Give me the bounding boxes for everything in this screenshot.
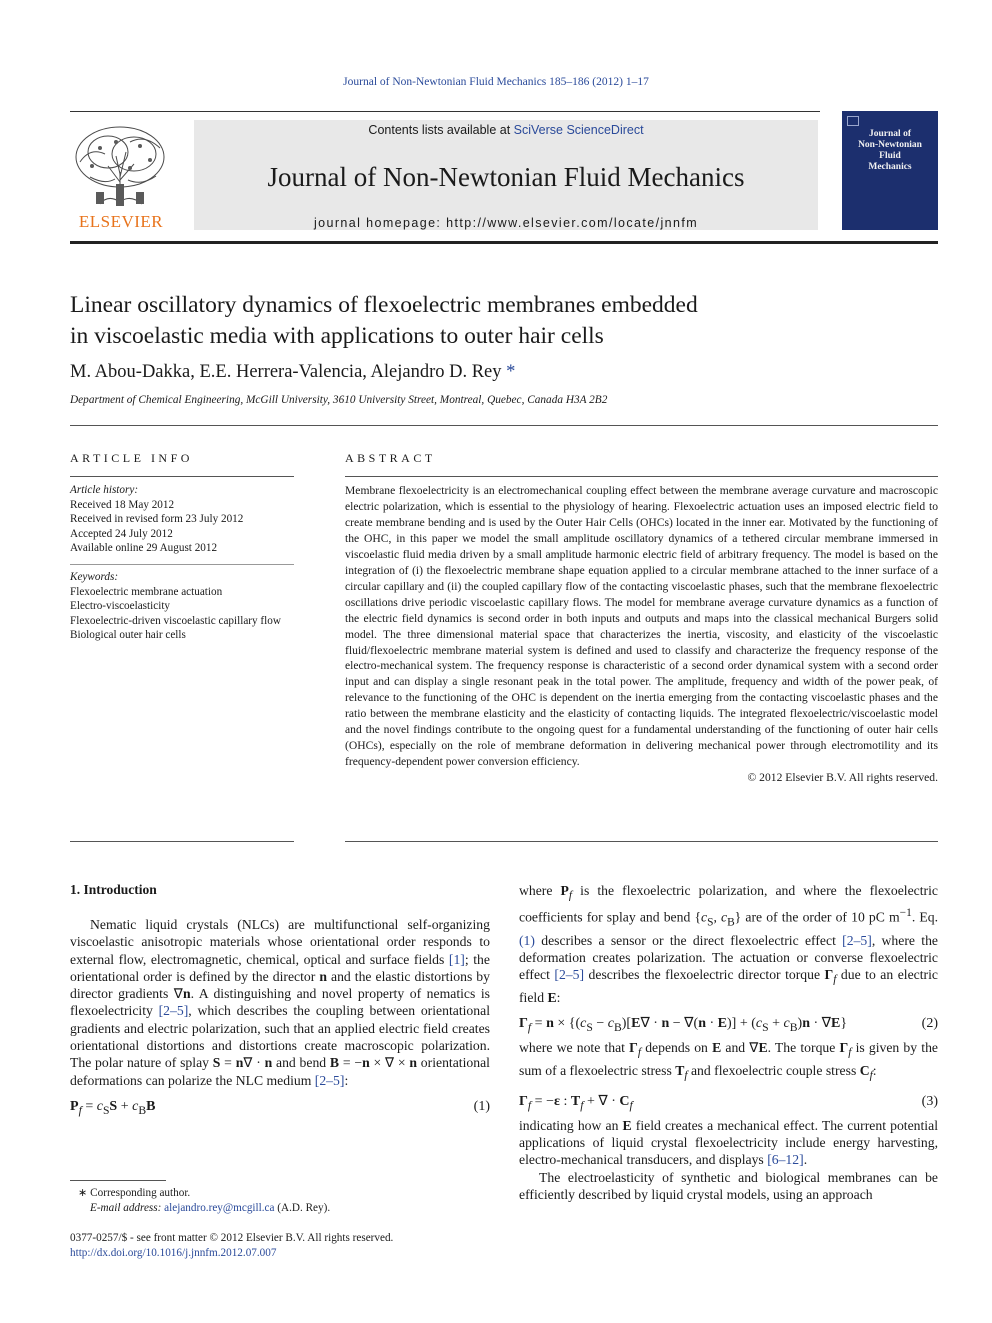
article-info-heading: ARTICLE INFO <box>70 451 193 465</box>
history-item: Available online 29 August 2012 <box>70 542 218 555</box>
journal-citation[interactable]: Journal of Non-Newtonian Fluid Mechanics 185–186 (2012) 1–17 <box>343 76 649 88</box>
article-info <box>70 483 294 643</box>
header-rule <box>70 241 938 244</box>
banner-gray-box <box>194 120 818 230</box>
intro-paragraph: where $P_f$ is the flexoelectric polarization, and where the flexoelectric coefficients for splay and bend {$c_S$, $c_B$} are of the order of 10 pC $m^{-1}$. Eq. (1) describes a sensor or the direct flexoelectric effect [2–5], where the deformation creates polarization. The actuation or converse flexoelectric effect [2–5] describes the flexoelectric director torque $\Gamma_f$ due to an electric field E: <box>519 883 938 1006</box>
ref-link[interactable]: [2–5] <box>554 967 585 983</box>
elsevier-wordmark: ELSEVIER <box>78 212 164 231</box>
keyword-item: Flexoelectric membrane actuation <box>70 585 223 598</box>
email-footnote: E-mail address: alejandro.rey@mcgill.ca (A.D. Rey). <box>90 1201 331 1214</box>
author-list: M. Abou-Dakka, E.E. Herrera-Valencia, Alejandro D. Rey * <box>70 362 516 382</box>
ref-link[interactable]: [1] <box>448 951 465 967</box>
history-item: Received in revised form 23 July 2012 <box>70 513 244 526</box>
article-title: Linear oscillatory dynamics of flexoelectric membranes embedded in viscoelastic media with applications to outer hair cells <box>70 292 698 349</box>
keyword-item: Flexoelectric-driven viscoelastic capillary flow <box>70 614 281 627</box>
ref-link[interactable]: [2–5] <box>842 932 872 948</box>
abstract-text: Membrane flexoelectricity is an electromechanical coupling effect between the membrane average curvature and macroscopic electric polarization, which is essential to the physiology of hearing. Flexoelectric actuation uses an imposed electric field to create membrane bending and is used by the Outer Hair Cells (OHCs) located in the inner ear. Motivated by the functioning of the OHC, in this paper we model the small amplitude oscillatory dynamics of a tethered circular membrane immersed in viscoelastic fluid media driven by a small amplitude harmonic electric field of arbitrary frequency. The model is based on the integration of (i) the flexoelectric membrane shape equation applied to a circular membrane attached to the inner surface of a circular capillary and (ii) the coupled capillary flow of the contacting viscoelastic phases, such that the membrane flexoelectric oscillations drive periodic viscoelastic capillary flows. The model for membrane average curvature dynamics as a function of the electric field dynamics is second order in both inputs and outputs and maps into the classical mechanical Burgers solid model. The three dimensional material space that characterizes the inertia, viscosity, and elasticity of the viscoelastic fluid/flexoelectric membrane material system is defined and used to classify and characterize the frequency response of the electro-mechanical system. The frequency response is characteristic of a second order dynamical system with a second order input and can display a single resonant peak in the total power. The amplitude, frequency and width of the power peak, of relevance to the functioning of the OHC is dependent on the inertia emerging from the contacting viscoelastic phases and the ratio between the membrane elasticity and the elasticity of contacting liquids. The integrated flexoelectric/viscoelastic model and the novel findings contribute to the ongoing quest for a fundamental understanding of the functioning of outer hair cells (OHCs), especially on the role of membrane deformation in delivering mechanical power through electromotility and its frequency-dependent power conversion efficiency. <box>345 484 938 769</box>
doi-link[interactable]: http://dx.doi.org/10.1016/j.jnnfm.2012.07.007 <box>70 1246 277 1259</box>
equation-2: $\Gamma_f = n \times \{(c_S - c_B)[E\nabla \cdot n - \nabla(n \cdot E)] + (c_S + c_B)n \cdot \nabla E\}$ (2) <box>519 1015 938 1034</box>
email-link[interactable]: alejandro.rey@mcgill.ca <box>164 1201 275 1214</box>
journal-homepage[interactable]: journal homepage: http://www.elsevier.com/locate/jnnfm <box>313 216 699 230</box>
abstract-heading: ABSTRACT <box>345 451 436 465</box>
cover-title: Journal of Non-Newtonian Fluid Mechanics <box>858 129 922 172</box>
keyword-item: Electro-viscoelasticity <box>70 600 171 613</box>
front-matter <box>70 1231 490 1260</box>
article-info-rule <box>70 476 294 477</box>
history-item: Received 18 May 2012 <box>70 498 175 511</box>
article-info-bottom-rule <box>70 841 294 842</box>
keywords-label: Keywords: <box>70 570 119 583</box>
keywords-rule <box>70 564 294 565</box>
corresponding-author-mark[interactable]: * <box>506 362 516 382</box>
issn-line: 0377-0257/$ - see front matter © 2012 Elsevier B.V. All rights reserved. <box>70 1232 394 1244</box>
equation-link[interactable]: (1) <box>519 932 535 948</box>
equation-number: (2) <box>921 1015 938 1031</box>
column-left <box>70 916 490 1118</box>
ref-link[interactable]: [6–12] <box>767 1152 804 1168</box>
ref-link[interactable]: [2–5] <box>158 1003 189 1019</box>
intro-paragraph: indicating how an E field creates a mechanical effect. The current potential applications of liquid crystal flexoelectricity include energy harvesting, electro-mechanical transducers, and displays [6–12]. <box>519 1117 938 1168</box>
history-item: Accepted 24 July 2012 <box>70 527 173 540</box>
column-right <box>519 882 938 1203</box>
equation-number: (3) <box>921 1093 938 1109</box>
intro-paragraph: Nematic liquid crystals (NLCs) are multifunctional self-organizing viscoelastic anisotropic materials whose orientational order responds to external flow, electromagnetic, chemical, optical and surface fields [1]; the orientational order is defined by the director n and the elastic distortions by director gradients ∇n. A distinguishing and novel property of nematics is flexoelectricity [2–5], which describes the coupling between orientational gradients and electric polarization, such that an applied electric field creates orientational distortions and distortions create macroscopic polarization. The polar nature of splay S = n∇ · n and bend B = −n × ∇ × n orientational deformations can polarize the NLC medium [2–5]: <box>70 917 490 1088</box>
asterisk-icon: ∗ <box>78 1187 91 1199</box>
corresponding-footnote: ∗ Corresponding author. <box>78 1187 191 1199</box>
cover-logo-icon <box>847 116 859 126</box>
intro-paragraph: The electroelasticity of synthetic and biological membranes can be efficiently described by liquid crystal models, using an approach <box>519 1169 938 1202</box>
ref-link[interactable]: [2–5] <box>314 1072 345 1088</box>
journal-cover <box>842 111 938 230</box>
intro-paragraph: where we note that $\Gamma_f$ depends on E and ∇E. The torque $\Gamma_f$ is given by the sum of a flexoelectric stress $T_f$ and flexoelectric couple stress $C_f$: <box>519 1039 939 1082</box>
equation-3: $\Gamma_f = -\varepsilon$ : $T_f$ + ∇ · $C_f$ (3) <box>519 1093 938 1112</box>
contents-line: Contents lists available at SciVerse ScienceDirect <box>368 123 644 137</box>
intro-heading: 1. Introduction <box>70 882 157 897</box>
abstract-copyright: © 2012 Elsevier B.V. All rights reserved. <box>747 771 938 785</box>
sciencedirect-link[interactable]: SciVerse ScienceDirect <box>513 123 644 137</box>
equation-1: $P_f = c_SS + c_BB$ (1) <box>70 1098 490 1117</box>
footnotes <box>70 1186 490 1215</box>
journal-title: Journal of Non-Newtonian Fluid Mechanics <box>267 162 745 192</box>
title-rule <box>70 425 938 426</box>
keyword-item: Biological outer hair cells <box>70 629 186 642</box>
affiliation: Department of Chemical Engineering, McGill University, 3610 University Street, Montreal, Quebec, Canada H3A 2B2 <box>70 394 608 406</box>
journal-banner <box>70 111 820 230</box>
abstract-body <box>345 483 938 786</box>
elsevier-logo <box>70 122 172 230</box>
footnote-rule <box>70 1180 166 1181</box>
abstract-bottom-rule <box>345 841 938 842</box>
equation-number: (1) <box>473 1098 490 1114</box>
history-label: Article history: <box>70 484 139 496</box>
abstract-rule <box>345 476 938 477</box>
